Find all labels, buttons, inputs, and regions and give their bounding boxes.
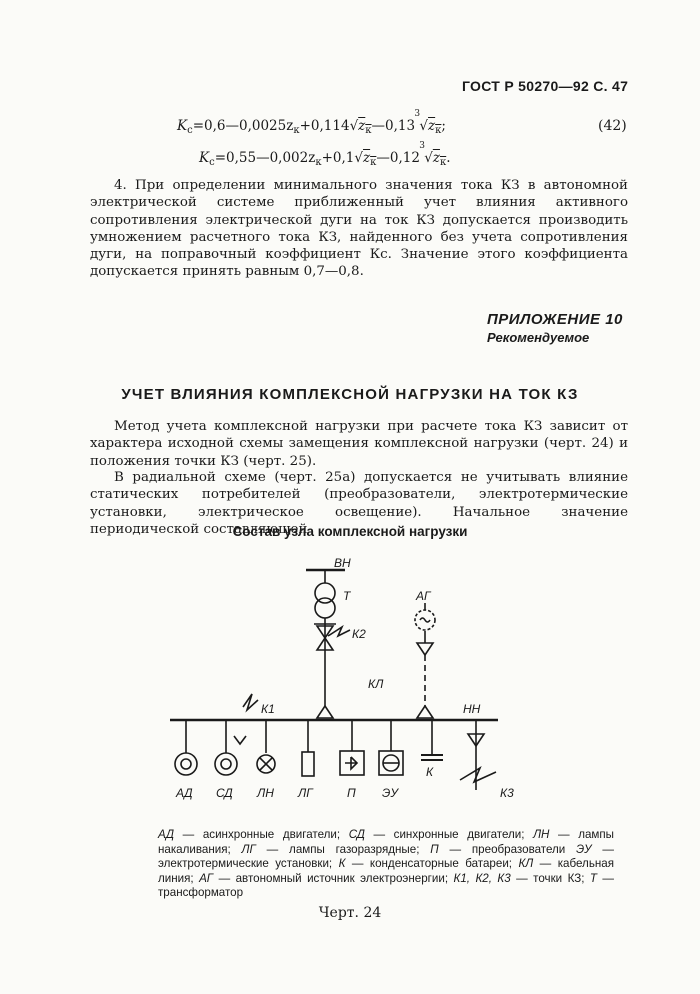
label-ag: АГ [416,589,431,603]
equation-number: (42) [598,118,627,134]
page-header: ГОСТ Р 50270—92 С. 47 [462,78,629,94]
label-eu: ЭУ [382,786,398,800]
legend-desc: —электротермические установки; [158,842,614,870]
legend-abbr: ЛН [533,828,550,841]
legend-desc: — асинхронные двигатели; [174,828,349,841]
legend-desc: — синхронные двигатели; [364,828,534,841]
legend-desc: — лампы накаливания; [158,828,614,856]
figure-caption: Черт. 24 [318,905,382,921]
ag-bus-breaker [417,706,433,718]
legend-abbr: ЭУ [576,842,592,856]
label-k3: К3 [500,786,514,800]
label-sd: СД [216,786,233,800]
section-title: УЧЕТ ВЛИЯНИЯ КОМПЛЕКСНОЙ НАГРУЗКИ НА ТОК КЗ [121,386,579,403]
label-kl: КЛ [368,677,384,691]
label-ln: ЛН [257,786,274,800]
formula-42-a: $K_с=0,6—0,0025z_к+0,114√z_к—0,13$ 3 $√z_к$; [177,109,446,136]
legend-abbr: П [430,842,439,856]
label-vn: ВН [334,556,351,570]
legend-abbr: К [338,857,346,870]
lg-lamp-icon [302,752,314,776]
legend-abbr: АД [158,828,175,841]
label-t: Т [343,589,351,603]
legend-desc: — лампы газоразрядные; [255,842,431,856]
fault-k3-icon [460,768,496,782]
paragraph-4: 4. При определении минимального значения тока КЗ в автономной электрической системе приближенный учет влияния активного сопротивления электрической дуги на ток КЗ допускается производить умножением расчетного тока КЗ, найденного без учета сопротивления дуги, на поправочный коэффициент Кс. Значение этого коэффициента допускается принять равным 0,7—0,8. [90,178,628,280]
fault-k1-icon [243,694,258,710]
legend-abbr: КЛ [518,857,534,870]
cable-breaker [317,706,333,718]
legend-abbr: ЛГ [241,842,256,856]
legend-desc: — трансформатор [158,871,615,899]
appendix-status: Рекомендуемое [487,330,590,345]
legend-abbr: СД [348,828,365,841]
label-k1: К1 [261,702,275,716]
label-p: П [347,786,356,800]
paragraph-method: Метод учета комплексной нагрузки при расчете тока КЗ зависит от характера исходной схемы замещения комплексной нагрузки (черт. 24) и положения точки КЗ (черт. 25). [90,419,628,469]
label-ad: АД [176,786,193,800]
legend-desc: — точки КЗ; [510,871,590,885]
legend-abbr: Т [589,871,597,885]
legend-abbr: АГ [199,871,214,885]
appendix-title: ПРИЛОЖЕНИЕ 10 [487,311,623,328]
label-nn: НН [463,702,481,716]
ad-motor-icon [175,753,197,775]
paragraph-radial: В радиальной схеме (черт. 25а) допускается не учитывать влияние статических потребителей (преобразователи, электротермические установки, электрическое освещение). Начальное значение периодической составляющей [90,470,628,537]
label-lg: ЛГ [298,786,313,800]
load-node-diagram [0,540,700,830]
legend-abbr: К1, К2, К3 [453,871,511,885]
legend-desc: — автономный источник электроэнергии; [213,871,454,885]
ac-wave-icon [420,618,430,622]
sd-motor-icon [215,753,237,775]
legend-desc: — конденсаторные батареи; [345,857,519,870]
transformer-winding-2 [315,598,335,618]
figure-legend [158,828,614,901]
legend-desc: — преобразователи [438,842,577,856]
label-k2: К2 [352,627,366,641]
ag-breaker [417,643,433,655]
label-k: К [426,765,434,779]
figure-title: Состав узла комплексной нагрузки [232,524,468,539]
legend-desc: — кабельная линия; [158,857,614,885]
formula-42-b: $K_с=0,55—0,002z_к+0,1√z_к—0,12$ 3 $√z_к$. [199,141,451,168]
